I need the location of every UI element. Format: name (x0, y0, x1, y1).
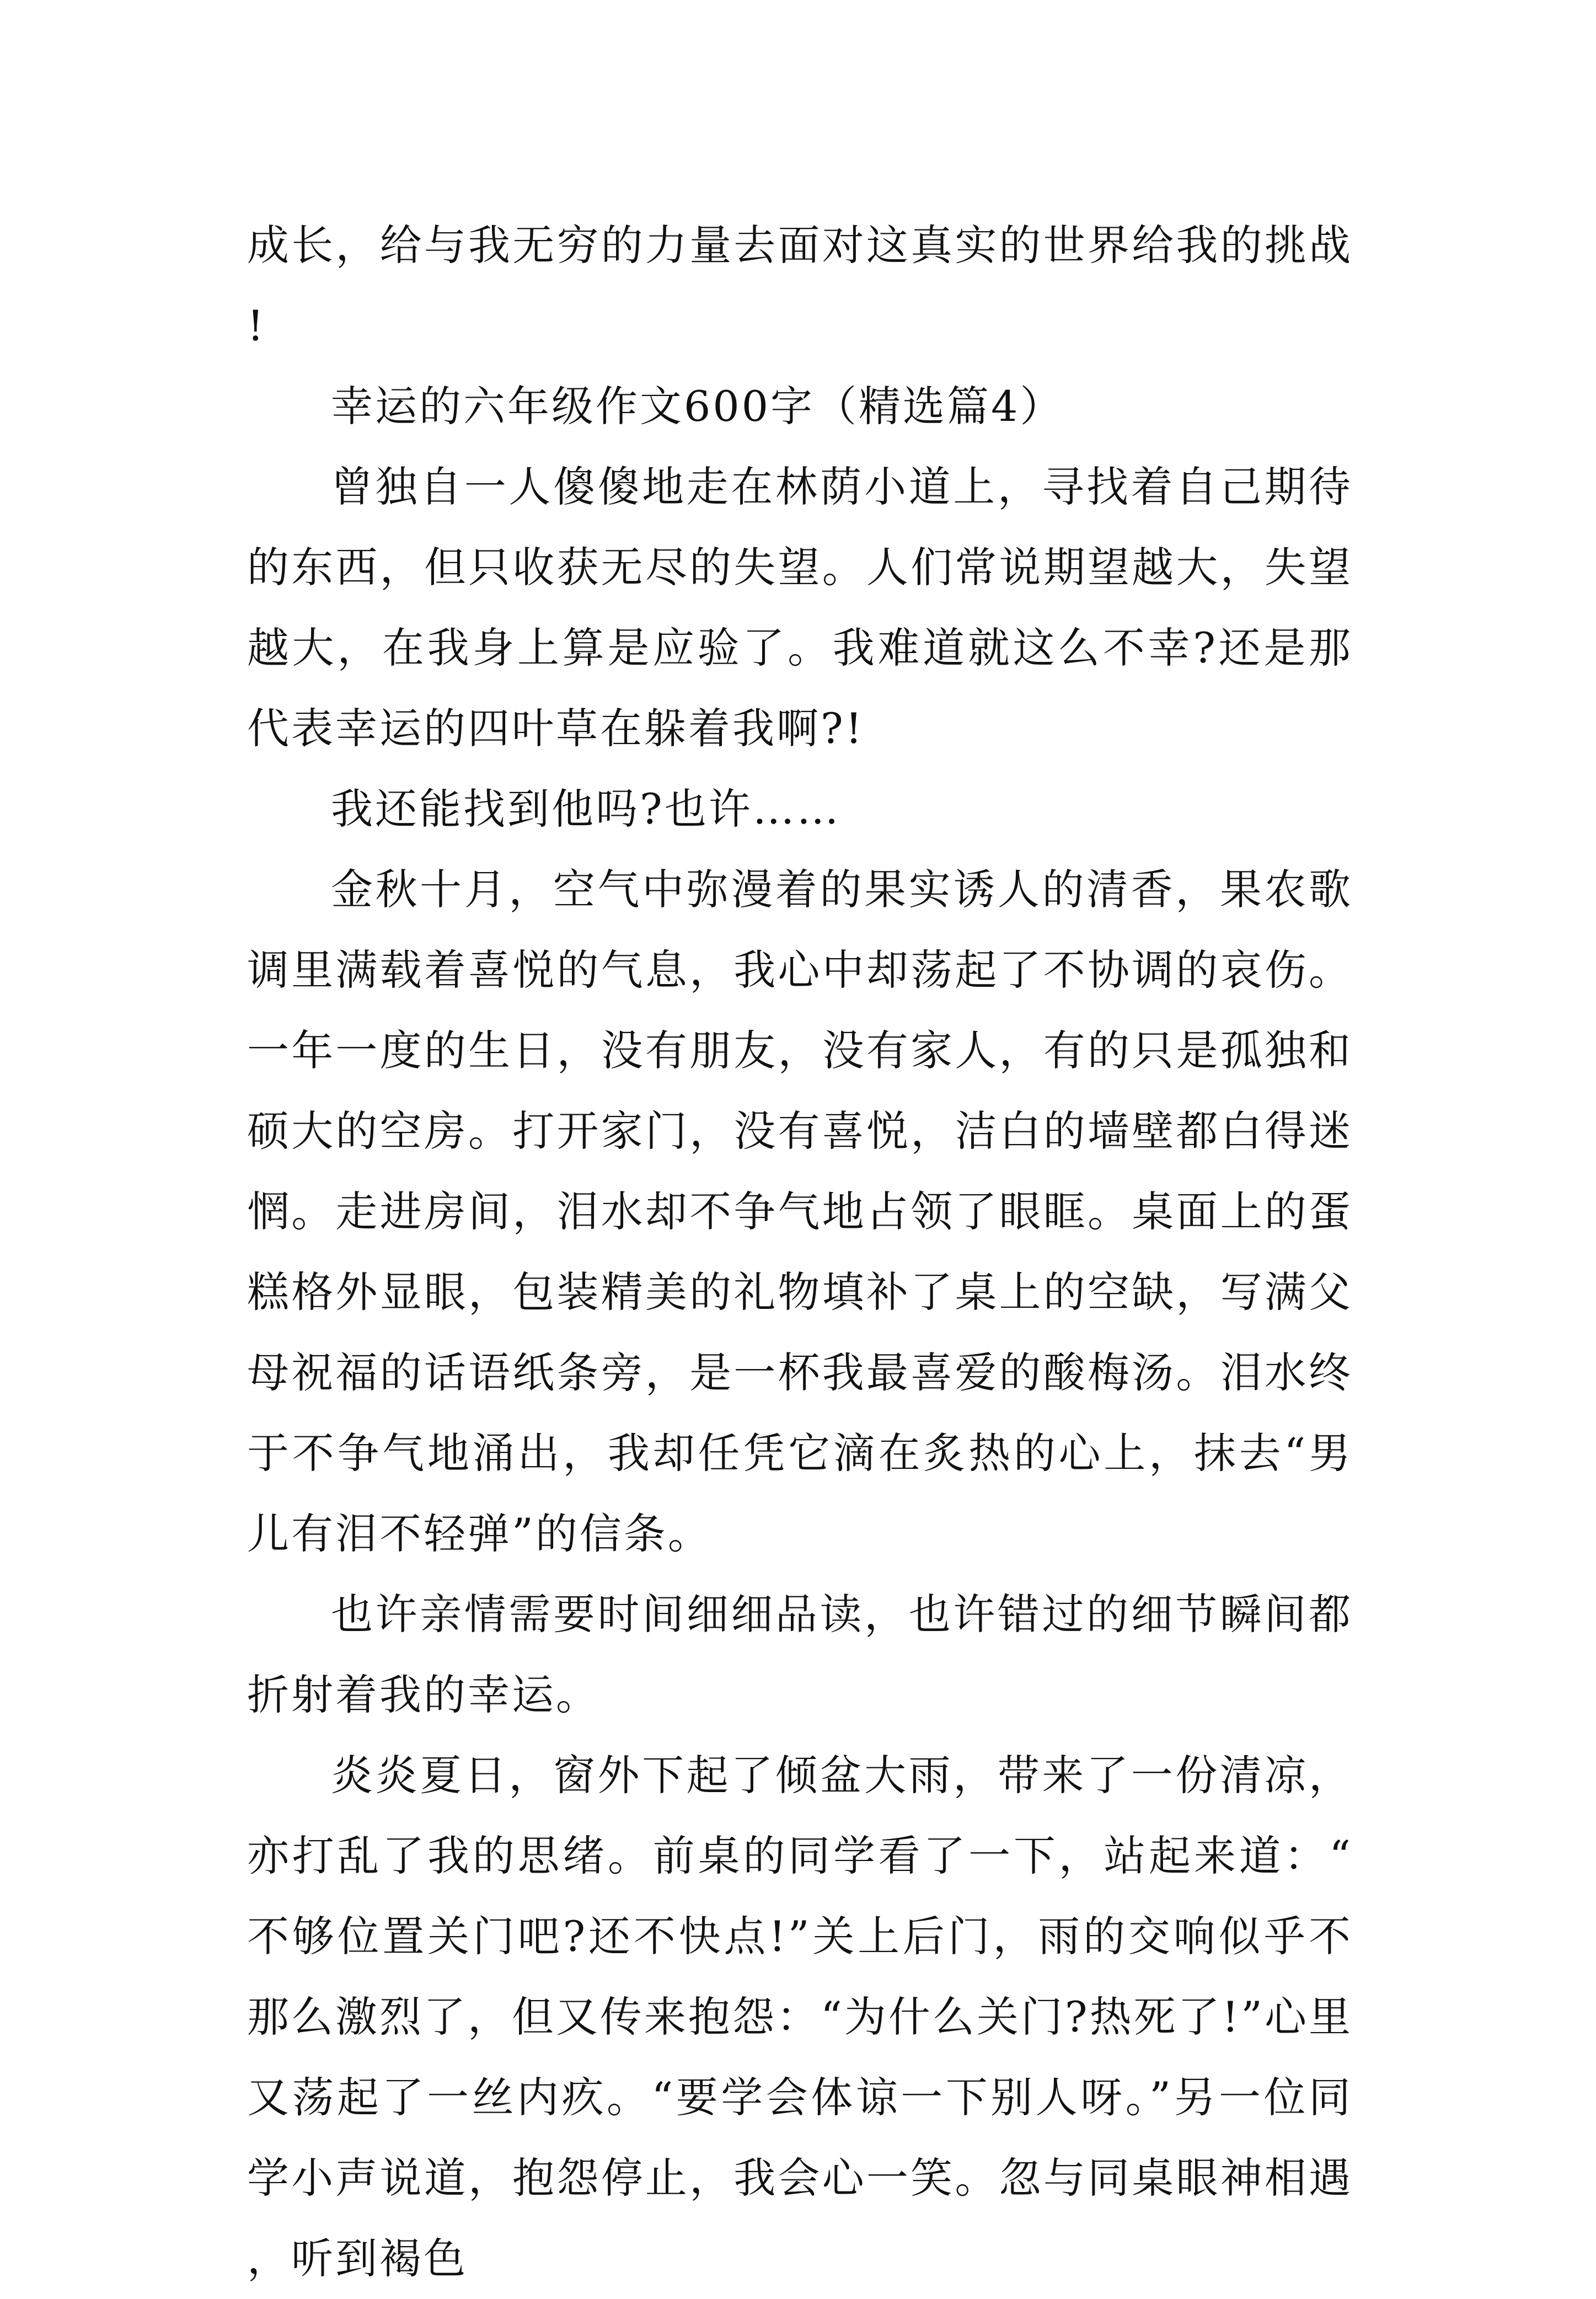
section-heading: 幸运的六年级作文600字（精选篇4） (331, 382, 1064, 431)
paragraph: 金秋十月，空气中弥漫着的果实诱人的清香，果农歌调里满载着喜悦的气息，我心中却荡起了不协调的哀伤。一年一度的生日，没有朋友，没有家人，有的只是孤独和硕大的空房。打开家门，没有喜悦，洁白的墙壁都白得迷惘。走进房间，泪水却不争气地占领了眼眶。桌面上的蛋糕格外显眼，包装精美的礼物填补了桌上的空缺，写满父母祝福的话语纸条旁，是一杯我最喜爱的酸梅汤。泪水终于不争气地涌出，我却任凭它滴在炙热的心上，抹去“男儿有泪不轻弹”的信条。 (247, 865, 1353, 1558)
paragraph-continuation: 成长，给与我无穷的力量去面对这真实的世界给我的挑战! (247, 221, 1353, 350)
document-body (247, 205, 1353, 2299)
paragraph: 我还能找到他吗?也许…… (331, 784, 841, 833)
paragraph: 也许亲情需要时间细细品读，也许错过的细节瞬间都折射着我的幸运。 (247, 1590, 1353, 1719)
paragraph: 曾独自一人傻傻地走在林荫小道上，寻找着自己期待的东西，但只收获无尽的失望。人们常说期望越大，失望越大，在我身上算是应验了。我难道就这么不幸?还是那代表幸运的四叶草在躲着我啊?! (247, 462, 1353, 753)
paragraph: 炎炎夏日，窗外下起了倾盆大雨，带来了一份清凉，亦打乱了我的思绪。前桌的同学看了一下，站起来道：“不够位置关门吧?还不快点!”关上后门，雨的交响似乎不那么激烈了，但又传来抱怨：“为什么关门?热死了!”心里又荡起了一丝内疚。“要学会体谅一下别人呀。”另一位同学小声说道，抱怨停止，我会心一笑。忽与同桌眼神相遇，听到褐色 (247, 1751, 1353, 2283)
